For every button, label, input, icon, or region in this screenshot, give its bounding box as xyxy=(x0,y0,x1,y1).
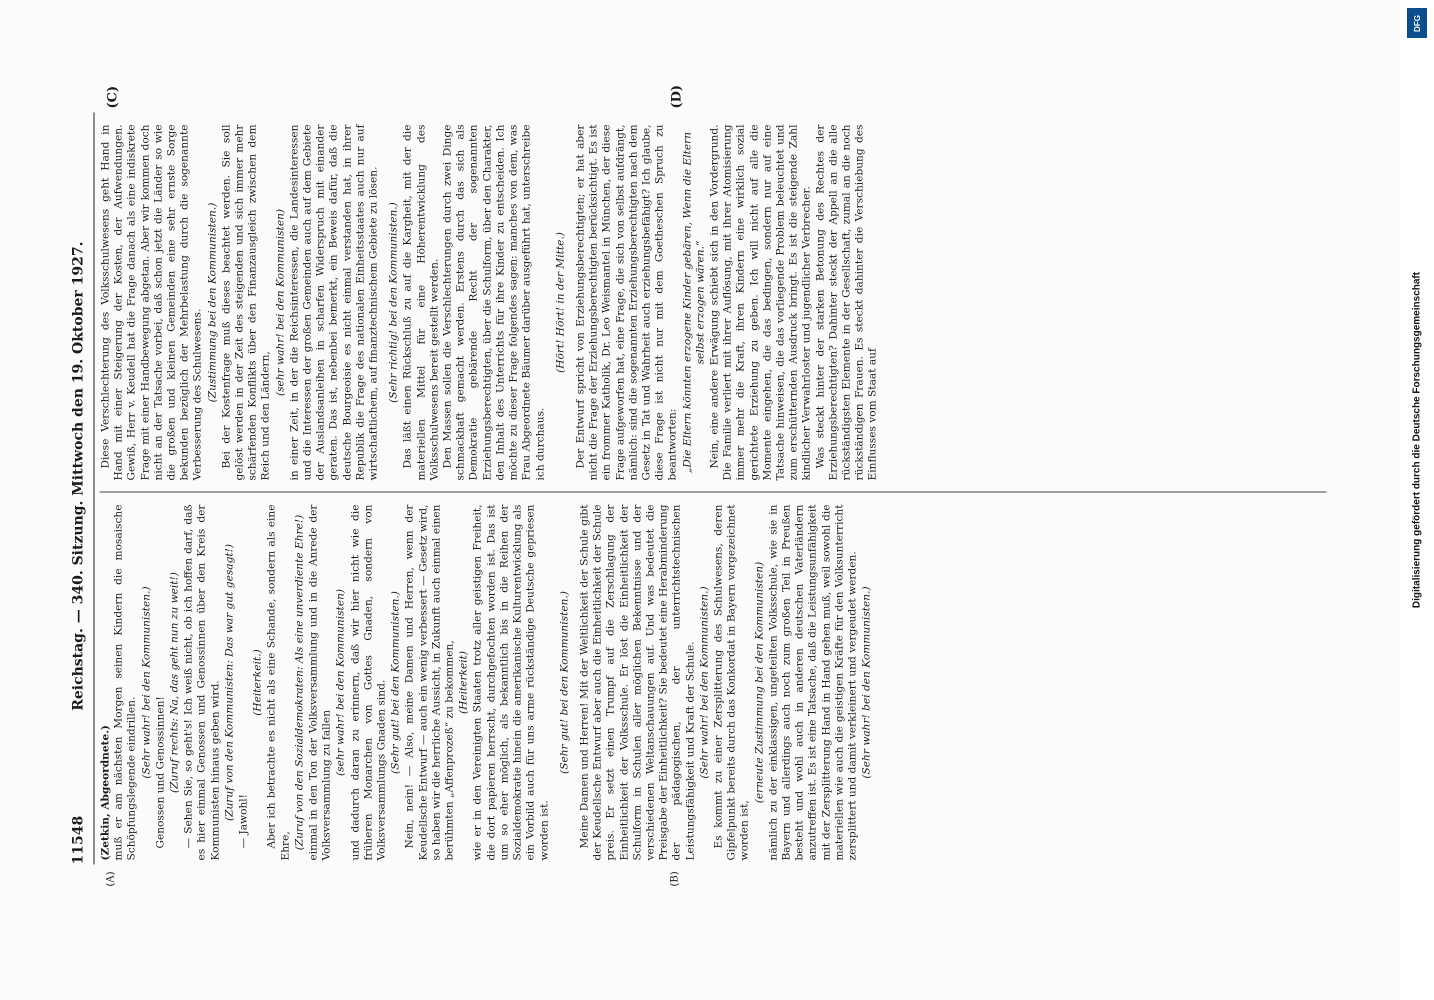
paragraph: und dadurch daran zu erinnern, daß wir hier nicht wie die früheren Monarchen von Gottes Gnaden, sondern von Volksversammlungs Gnaden sind. xyxy=(349,504,388,861)
page-number: 11548 xyxy=(70,815,87,865)
margin-marker-a: (A) xyxy=(105,871,117,887)
paragraph: Meine Damen und Herren! Mit der Weltlichkeit der Schule gibt der Keudellsche Entwurf aber auch die Einheitlichkeit der Schule preis. Er setzt einen Trumpf auf die Zerschlagung der Einheitlichkeit der Volksschule. Er löst die Einheitlichkeit der Schulform in Schulen aller möglichen Bekenntnisse und der verschiedenen Weltanschauungen auf. Und was bedeutet die Preisgabe der Einheitlichkeit? Sie bedeutet eine Herabminderung der pädagogischen, der unterrichtstechnischen Leistungsfähigkeit und Kraft der Schule. xyxy=(578,504,697,861)
paragraph: Genossen und Genossinnen! xyxy=(154,696,167,849)
paragraph: in einer Zeit, in der die Reichsinteressen, die Landesinteressen und die Interessen der großen Gemeinden auch auf dem Gebiete der Auslandsanleihen in scharfen Widerspruch mit einander geraten. Das ist, nebenbei bemerkt, ein Beweis dafür, daß die deutsche Bourgeoisie es nicht einmal verstanden hat, in ihrer Republik die Frage des nationalen Einheitsstaates auch nur auf wirtschaftlichem, auf finanztechnischem Gebiete zu lösen. xyxy=(288,124,380,481)
interjection: (Sehr gut! bei den Kommunisten.) xyxy=(558,591,571,774)
interjection: (Sehr wahr! bei den Kommunisten.) xyxy=(140,586,153,779)
paragraph: — Sehen Sie, so geht's! Ich weiß nicht, ob ich hoffen darf, daß es hier einmal Genossen und Genossinnen über den Kreis der Kommunisten hinaus geben wird. xyxy=(182,504,222,861)
paragraph: Aber ich betrachte es nicht als eine Schande, sondern als eine Ehre, xyxy=(265,504,292,861)
running-title: Reichstag. — 340. Sitzung. Mittwoch den 19. Oktober 1927. xyxy=(70,241,87,711)
credit-strip xyxy=(1400,0,1434,1000)
paragraph: wie er in den Vereinigten Staaten trotz aller geistigen Freiheit, die dort papieren herrscht, durchgefochten worden ist. Das ist um so eher möglich, als bekanntlich bis in die Reihen der Sozialdemokratie hinein die amerikanische Kulturentwicklung als ein Vorbild auch für uns arme rückständige Deutsche gepriesen worden ist. xyxy=(471,504,550,861)
interjection: (Sehr wahr! bei den Kommunisten.) xyxy=(698,586,711,779)
paragraph: Es kommt zu einer Zersplitterung des Schulwesens, deren Gipfelpunkt bereits durch das Konkordat in Bayern vorgezeichnet worden ist, xyxy=(712,504,751,861)
paragraph: nämlich zu der einklassigen, ungeteilten Volksschule, wie sie in Bayern und allerdings auch noch zum großen Teil in Preußen besteht und wohl auch in anderen deutschen Vaterländern anzutreffen ist. Es ist eine Tatsache, daß die Leistungsunfähigkeit mit der Zersplitterung Hand in Hand gehen muß, weil sowohl die materiellen wie auch die geistigen Kräfte für den Volksunterricht zersplittert und damit verkleinert und vergeudet werden. xyxy=(767,504,859,861)
interjection: (erneute Zustimmung bei den Kommunisten) xyxy=(753,561,766,804)
speaker-line: (Zetkin, Abgeordnete.) xyxy=(99,725,112,861)
left-column xyxy=(100,505,875,861)
paragraph: muß er am nächsten Morgen seinen Kindern die mosaische Schöpfungslegende eindrillen. xyxy=(112,504,138,861)
paragraph: Der Entwurf spricht von Erziehungsberechtigten; er hat aber nicht die Frage der Erziehungsberechtigten berücksichtigt. Es ist ein frommer Katholik, Dr. Leo Weismantel in München, der diese Frage aufgeworfen hat, eine Frage, die sich von selbst aufdrängt, nämlich: sind die sogenannten Erziehungsberechtigten nach dem Gesetz in Tat und Wahrheit auch erziehungsbefähigt? Ich glaube, diese Frage ist nicht nur mit dem Goetheschen Spruch zu beantworten: xyxy=(574,124,679,481)
paragraph: Den Massen sollen die Verschlechterungen durch zwei Dinge schmackhaft gemacht werden. Erstens durch das sich als Demokratie gebärende Recht der sogenannten Erziehungsberechtigten, über die Schulform, über den Charakter, den Inhalt des Unterrichts für ihre Kinder zu entscheiden. Ich möchte zu dieser Frage folgendes sagen: manches von dem, was Frau Abgeordnete Bäumer darüber ausgeführt hat, unterschreibe ich durchaus. xyxy=(441,124,546,481)
interjection: (sehr wahr! bei den Kommunisten) xyxy=(274,208,287,397)
margin-marker-c: (C) xyxy=(105,85,121,109)
paragraph: Das läßt einen Rückschluß zu auf die Kargheit, mit der die materiellen Mittel für eine Höherentwicklung des Volksschulwesens bereit gestellt werden. xyxy=(401,124,441,481)
dfg-logo xyxy=(1407,8,1427,38)
right-column xyxy=(100,125,881,481)
column-separator xyxy=(100,492,1327,493)
paragraph: Nein, eine andere Erwägung schiebt sich in den Vordergrund. Die Familie verliert mit ihrer Auflösung, mit ihrer Atomisierung immer mehr die Kraft, ihren Kindern eine wirklich sozial gerichtete Erziehung zu geben. Ich will nicht auf alle die Momente eingehen, die das bedingen, sondern nur auf eine Tatsache hinweisen, die das vorliegende Problem beleuchtet und zum erschütternden Ausdruck bringt. Es ist die steigende Zahl kindlicher Verwahrloster und jugendlicher Verbrecher. xyxy=(708,124,813,481)
interjection: (Zuruf von den Sozialdemokraten: Als eine unverdiente Ehre!) xyxy=(293,514,306,851)
paragraph: einmal in den Ton der Volksversammlung und in die Anrede der Volksversammlung zu fallen xyxy=(307,504,333,861)
paragraph: Was steckt hinter der starken Betonung des Rechtes der Erziehungsberechtigten? Dahinter steckt der Appell an die alle rückständigsten Elemente in der Gesellschaft, zumal an die noch rückständigen Frauen. Es steckt dahinter die Verschiebung des Einflusses vom Staat auf xyxy=(814,124,879,481)
interjection: (Sehr richtig! bei den Kommunisten.) xyxy=(387,202,400,403)
interjection: (Heiterkeit) xyxy=(457,650,470,715)
paragraph: — Jawohl! xyxy=(237,794,250,849)
interjection: (Zuruf rechts: Na, das geht nun zu weit!) xyxy=(168,572,181,793)
logo-text: DFG xyxy=(1412,14,1422,32)
interjection: (Heiterkeit.) xyxy=(251,649,264,716)
page-header xyxy=(64,101,94,901)
paragraph: Diese Verschlechterung des Volksschulwesens geht Hand in Hand mit einer Steigerung der Kosten, der Aufwendungen. Gewiß, Herr v. Keudell hat die Frage danach als eine indiskrete Frage mit einer Handbewegung abgetan. Aber wir kommen doch nicht an der Tatsache vorbei, daß schon jetzt die Länder so wie die großen und kleinen Gemeinden eine sehr ernste Sorge bekunden bezüglich der Mehrbelastung durch die sogenannte Verbesserung des Schulwesens. xyxy=(99,124,204,481)
document-page xyxy=(58,84,1343,901)
digitization-credit: Digitalisierung gefördert durch die Deutsche Forschungsgemeinschaft xyxy=(1411,271,1423,609)
interjection: (sehr wahr! bei den Kommunisten) xyxy=(334,588,347,777)
interjection: (Sehr wahr! bei den Kommunisten.) xyxy=(860,586,873,779)
interjection: (Zuruf von den Kommunisten: Das war gut gesagt!) xyxy=(223,543,236,822)
quotation: „Die Eltern könnten erzogene Kinder gebären, Wenn die Eltern selbst erzogen wären.“ xyxy=(681,131,707,474)
interjection: (Hört! Hört! in der Mitte.) xyxy=(554,232,567,373)
paragraph: Bei der Kostenfrage muß dieses beachtet werden. Sie soll gelöst werden in der Zeit des steigenden und sich immer mehr schärfenden Konflikts über den Finanzausgleich zwischen dem Reich und den Ländern, xyxy=(220,124,272,481)
paragraph: Nein, nein! — Also, meine Damen und Herren, wenn der Keudellsche Entwurf — auch ein wenig verbessert — Gesetz wird, so haben wir die herrliche Aussicht, in Zukunft auch einmal einen berühmten „Affenprozeß“ zu bekommen, xyxy=(403,504,456,861)
header-rule xyxy=(94,113,95,865)
interjection: (Zustimmung bei den Kommunisten.) xyxy=(206,202,219,403)
margin-marker-d: (D) xyxy=(669,84,685,109)
interjection: (Sehr gut! bei den Kommunisten.) xyxy=(389,591,402,774)
margin-marker-b: (B) xyxy=(669,871,681,887)
